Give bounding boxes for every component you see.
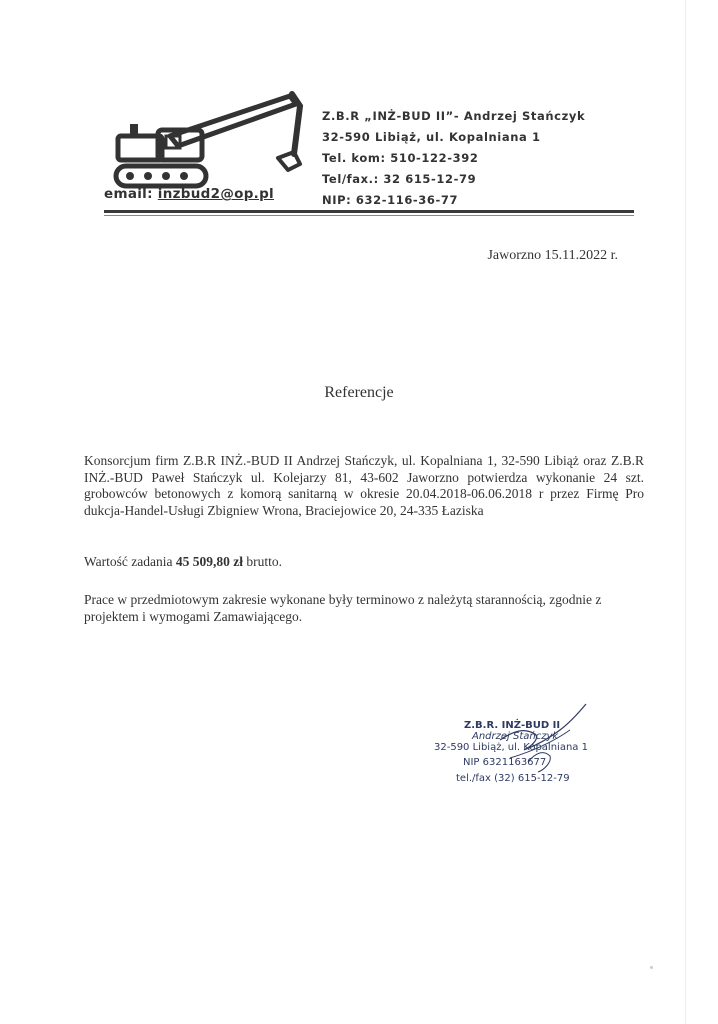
company-nip: NIP: 632-116-36-77 xyxy=(322,193,459,207)
email-link[interactable]: inzbud2@op.pl xyxy=(157,186,274,202)
excavator-icon xyxy=(100,84,315,202)
stamp-line: tel./fax (32) 615-12-79 xyxy=(456,773,570,784)
handwritten-signature xyxy=(440,700,610,790)
stamp-line: 32-590 Libiąż, ul. Kopalniana 1 xyxy=(434,742,588,753)
value-prefix: Wartość zadania xyxy=(84,554,176,569)
reference-paragraph: Konsorcjum firm Z.B.R INŻ.-BUD II Andrzej Stańczyk, ul. Kopalniana 1, 32-590 Libiąż oraz Z.B.R INŻ.-BUD Paweł Stańczyk ul. Kolejarzy 81, 43-602 Jaworzno potwierdza wykonanie 24 szt. grobowców betonowych z komorą sanitarną w okresie 20.04.2018-06.06.2018 r przez Firmę Pro dukcja-Handel-Usługi Zbigniew Wrona, Braciejowice 20, 24-335 Łaziska xyxy=(84,453,644,518)
company-header xyxy=(322,106,585,211)
company-email xyxy=(104,186,274,202)
header-rule-thin xyxy=(104,215,634,216)
document-title: Referencje xyxy=(324,384,394,401)
company-address: 32-590 Libiąż, ul. Kopalniana 1 xyxy=(322,130,541,144)
stamp-line: Andrzej Stańczyk xyxy=(472,731,559,742)
company-telfax: Tel/fax.: 32 615-12-79 xyxy=(322,172,477,186)
paper-speck xyxy=(650,966,653,969)
header-rule xyxy=(104,210,634,213)
quality-paragraph: Prace w przedmiotowym zakresie wykonane były terminowo z należytą starannością, zgodnie z projektem i wymogami Zamawiającego. xyxy=(84,592,602,624)
contract-value-paragraph xyxy=(84,554,644,571)
email-label: email: xyxy=(104,186,153,202)
value-suffix: brutto. xyxy=(243,554,282,569)
document-date: Jaworzno 15.11.2022 r. xyxy=(487,248,618,263)
company-name: Z.B.R „INŻ-BUD II”- Andrzej Stańczyk xyxy=(322,109,586,123)
company-mobile: Tel. kom: 510-122-392 xyxy=(322,151,479,165)
value-amount: 45 509,80 zł xyxy=(175,554,243,569)
stamp-line: Z.B.R. INŻ-BUD II xyxy=(464,720,561,731)
stamp-line: NIP 6321163677 xyxy=(463,757,547,768)
page-edge xyxy=(685,0,686,1024)
